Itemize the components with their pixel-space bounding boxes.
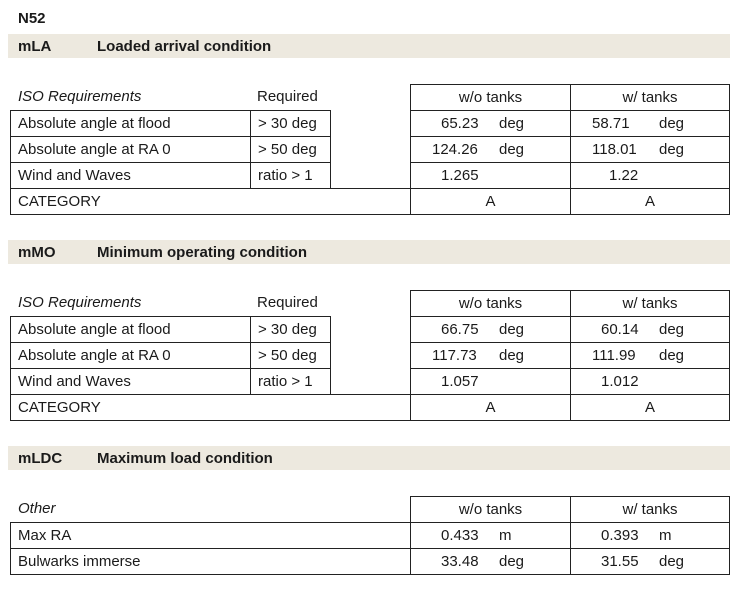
value-number: 31.55 <box>601 553 639 570</box>
row-value-without-tanks <box>410 136 571 163</box>
row-label: Wind and Waves <box>10 162 251 189</box>
value-unit: m <box>659 527 672 544</box>
value-number: 117.73 <box>432 347 477 364</box>
row-value-without-tanks <box>410 522 571 549</box>
row-required: > 50 deg <box>250 136 331 163</box>
row-value-without-tanks <box>410 316 571 343</box>
row-value-with-tanks <box>570 342 730 369</box>
value-number: 1.012 <box>601 373 639 390</box>
table-header-without-tanks: w/o tanks <box>410 496 571 523</box>
row-value-without-tanks <box>410 342 571 369</box>
value-unit: deg <box>499 141 525 158</box>
value-number: 111.99 <box>592 347 636 364</box>
value-number: 1.265 <box>441 167 479 184</box>
value-number: 0.393 <box>601 527 639 544</box>
section-name: Loaded arrival condition <box>97 38 272 55</box>
value-unit: deg <box>499 553 525 570</box>
row-label: Absolute angle at RA 0 <box>10 136 251 163</box>
section-header-mmo <box>8 240 730 264</box>
table-header-required: Required <box>257 294 318 311</box>
value-unit: deg <box>659 553 685 570</box>
row-required: ratio > 1 <box>250 368 331 395</box>
value-number: 66.75 <box>441 321 479 338</box>
value-number: 60.14 <box>601 321 639 338</box>
value-unit: deg <box>659 115 685 132</box>
value-unit: deg <box>499 347 525 364</box>
table-header-with-tanks: w/ tanks <box>570 84 730 111</box>
row-value-without-tanks <box>410 110 571 137</box>
value-number: 118.01 <box>592 141 637 158</box>
table-header-with-tanks: w/ tanks <box>570 496 730 523</box>
value-number: 1.057 <box>441 373 479 390</box>
category-without-tanks: A <box>410 188 571 215</box>
category-label: CATEGORY <box>10 394 411 421</box>
row-required: > 30 deg <box>250 110 331 137</box>
category-without-tanks: A <box>410 394 571 421</box>
value-number: 0.433 <box>441 527 479 544</box>
table-header-label: ISO Requirements <box>18 294 142 311</box>
row-value-with-tanks <box>570 548 730 575</box>
section-code: mLA <box>18 38 52 55</box>
table-header-label: ISO Requirements <box>18 88 142 105</box>
table-header-without-tanks: w/o tanks <box>410 84 571 111</box>
section-name: Maximum load condition <box>97 450 273 467</box>
section-code: mMO <box>18 244 56 261</box>
value-unit: deg <box>659 321 685 338</box>
category-with-tanks: A <box>570 188 730 215</box>
row-label: Wind and Waves <box>10 368 251 395</box>
row-value-with-tanks <box>570 368 730 395</box>
row-value-without-tanks <box>410 548 571 575</box>
value-number: 1.22 <box>609 167 639 184</box>
row-value-without-tanks <box>410 162 571 189</box>
value-number: 33.48 <box>441 553 479 570</box>
row-value-with-tanks <box>570 316 730 343</box>
row-value-with-tanks <box>570 110 730 137</box>
table-header-with-tanks: w/ tanks <box>570 290 730 317</box>
table-header-required: Required <box>257 88 318 105</box>
row-value-without-tanks <box>410 368 571 395</box>
table-header-label: Other <box>18 500 56 517</box>
document-title: N52 <box>18 10 46 27</box>
row-label: Bulwarks immerse <box>10 548 411 575</box>
row-value-with-tanks <box>570 136 730 163</box>
table-header-without-tanks: w/o tanks <box>410 290 571 317</box>
section-code: mLDC <box>18 450 63 467</box>
row-value-with-tanks <box>570 522 730 549</box>
category-with-tanks: A <box>570 394 730 421</box>
row-label: Absolute angle at flood <box>10 110 251 137</box>
value-unit: deg <box>499 115 525 132</box>
value-number: 58.71 <box>592 115 630 132</box>
row-label: Absolute angle at flood <box>10 316 251 343</box>
value-number: 124.26 <box>432 141 478 158</box>
value-unit: m <box>499 527 512 544</box>
value-unit: deg <box>499 321 525 338</box>
row-required: > 30 deg <box>250 316 331 343</box>
section-header-mldc <box>8 446 730 470</box>
section-name: Minimum operating condition <box>97 244 307 261</box>
category-label: CATEGORY <box>10 188 411 215</box>
row-label: Max RA <box>10 522 411 549</box>
value-unit: deg <box>659 347 685 364</box>
value-unit: deg <box>659 141 685 158</box>
row-required: ratio > 1 <box>250 162 331 189</box>
value-number: 65.23 <box>441 115 479 132</box>
row-label: Absolute angle at RA 0 <box>10 342 251 369</box>
row-value-with-tanks <box>570 162 730 189</box>
row-required: > 50 deg <box>250 342 331 369</box>
section-header-mla <box>8 34 730 58</box>
